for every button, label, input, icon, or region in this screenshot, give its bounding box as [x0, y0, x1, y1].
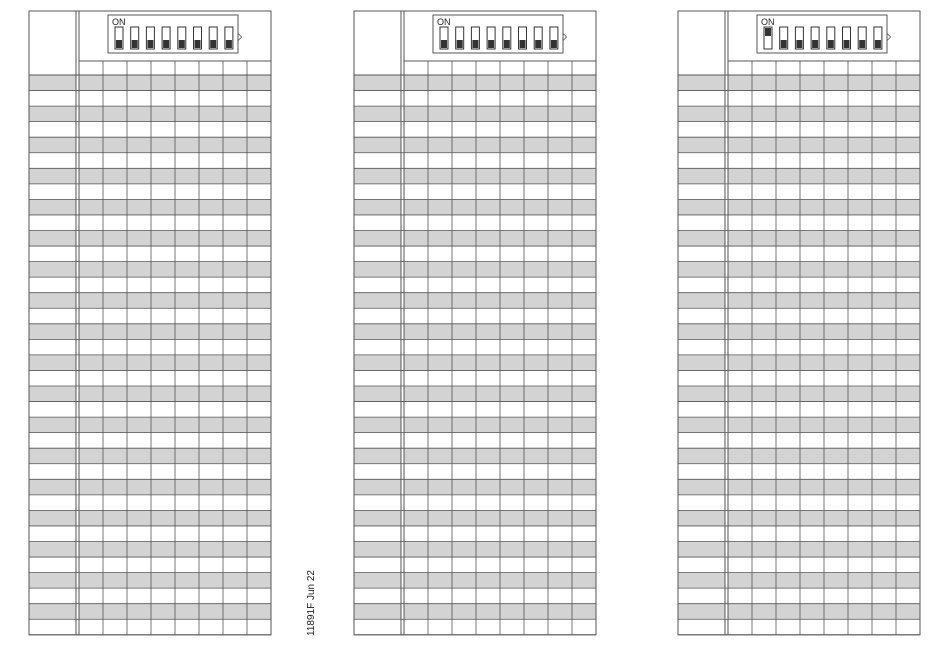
- row-label-cell: [678, 137, 725, 153]
- row-label-cell: [29, 122, 76, 138]
- row-label-cell: [29, 324, 76, 340]
- switch-toggle: [195, 40, 201, 48]
- row-label-cell: [678, 231, 725, 247]
- row-label-cell: [354, 168, 401, 184]
- row-label-cell: [354, 75, 401, 91]
- row-label-cell: [354, 619, 401, 635]
- row-label-cell: [678, 246, 725, 262]
- row-label-cell: [29, 75, 76, 91]
- row-label-cell: [678, 91, 725, 107]
- row-label-cell: [678, 542, 725, 558]
- row-label-cell: [354, 199, 401, 215]
- row-label-cell: [29, 262, 76, 278]
- switch-toggle: [179, 40, 185, 48]
- row-label-cell: [29, 604, 76, 620]
- row-label-cell: [29, 448, 76, 464]
- switch-toggle: [781, 40, 787, 48]
- row-label-cell: [354, 526, 401, 542]
- row-label-cell: [29, 293, 76, 309]
- row-label-cell: [678, 324, 725, 340]
- switch-toggle: [457, 40, 463, 48]
- row-label-cell: [678, 168, 725, 184]
- row-label-cell: [354, 246, 401, 262]
- row-label-cell: [354, 448, 401, 464]
- switch-toggle: [441, 40, 447, 48]
- row-label-cell: [354, 542, 401, 558]
- row-label-cell: [29, 308, 76, 324]
- row-label-cell: [29, 339, 76, 355]
- row-label-cell: [678, 479, 725, 495]
- row-label-cell: [354, 324, 401, 340]
- row-label-cell: [354, 433, 401, 449]
- dip-table-1: [29, 11, 271, 635]
- row-label-cell: [678, 106, 725, 122]
- row-label-cell: [29, 168, 76, 184]
- row-label-cell: [29, 184, 76, 200]
- row-label-cell: [678, 370, 725, 386]
- switch-on-label: ON: [112, 17, 126, 27]
- row-label-cell: [678, 573, 725, 589]
- row-label-cell: [354, 215, 401, 231]
- switch-toggle: [844, 40, 850, 48]
- row-label-cell: [29, 215, 76, 231]
- row-label-cell: [29, 277, 76, 293]
- row-label-cell: [678, 339, 725, 355]
- row-label-cell: [678, 199, 725, 215]
- row-label-cell: [678, 308, 725, 324]
- row-label-cell: [29, 137, 76, 153]
- row-label-cell: [29, 153, 76, 169]
- switch-toggle: [812, 40, 818, 48]
- row-label-cell: [354, 370, 401, 386]
- switch-toggle: [859, 40, 865, 48]
- row-label-cell: [678, 619, 725, 635]
- dip-switch-2: [433, 15, 567, 53]
- dip-table-2: [354, 11, 596, 635]
- switch-toggle: [226, 40, 232, 48]
- row-label-cell: [29, 199, 76, 215]
- row-label-cell: [354, 122, 401, 138]
- row-label-cell: [354, 573, 401, 589]
- switch-toggle: [504, 40, 510, 48]
- row-label-cell: [29, 495, 76, 511]
- dip-table-3: [678, 11, 920, 635]
- row-label-cell: [29, 557, 76, 573]
- row-label-cell: [29, 542, 76, 558]
- row-label-cell: [678, 495, 725, 511]
- row-label-cell: [354, 464, 401, 480]
- row-label-cell: [29, 619, 76, 635]
- row-label-cell: [354, 402, 401, 418]
- row-label-cell: [29, 573, 76, 589]
- row-label-cell: [29, 526, 76, 542]
- row-label-cell: [354, 184, 401, 200]
- row-label-cell: [354, 137, 401, 153]
- row-label-cell: [678, 293, 725, 309]
- row-label-cell: [354, 106, 401, 122]
- row-label-cell: [678, 448, 725, 464]
- row-label-cell: [354, 588, 401, 604]
- row-label-cell: [354, 604, 401, 620]
- row-label-cell: [678, 588, 725, 604]
- row-label-cell: [29, 246, 76, 262]
- row-label-cell: [678, 184, 725, 200]
- switch-body: [757, 15, 887, 53]
- row-label-cell: [678, 215, 725, 231]
- switch-toggle: [488, 40, 494, 48]
- row-label-cell: [354, 479, 401, 495]
- switch-toggle: [147, 40, 153, 48]
- switch-toggle: [472, 40, 478, 48]
- row-label-cell: [354, 417, 401, 433]
- row-label-cell: [29, 510, 76, 526]
- dip-switch-1: [108, 15, 242, 53]
- row-label-cell: [354, 557, 401, 573]
- row-label-cell: [29, 433, 76, 449]
- row-label-cell: [678, 557, 725, 573]
- row-label-cell: [354, 510, 401, 526]
- row-label-cell: [29, 402, 76, 418]
- row-label-cell: [354, 153, 401, 169]
- row-label-cell: [678, 417, 725, 433]
- row-label-cell: [354, 231, 401, 247]
- switch-toggle: [875, 40, 881, 48]
- row-label-cell: [678, 464, 725, 480]
- row-label-cell: [29, 106, 76, 122]
- row-label-cell: [29, 231, 76, 247]
- row-label-cell: [354, 495, 401, 511]
- row-label-cell: [29, 588, 76, 604]
- row-label-cell: [678, 604, 725, 620]
- row-label-cell: [354, 386, 401, 402]
- row-label-cell: [678, 386, 725, 402]
- row-label-cell: [678, 75, 725, 91]
- switch-toggle: [163, 40, 169, 48]
- dip-switch-3: [757, 15, 891, 53]
- row-label-cell: [678, 433, 725, 449]
- row-label-cell: [678, 122, 725, 138]
- row-label-cell: [29, 386, 76, 402]
- row-label-cell: [354, 308, 401, 324]
- row-label-cell: [29, 464, 76, 480]
- switch-on-label: ON: [437, 17, 451, 27]
- row-label-cell: [678, 153, 725, 169]
- row-label-cell: [678, 262, 725, 278]
- switch-toggle: [535, 40, 541, 48]
- row-label-cell: [29, 479, 76, 495]
- switch-toggle: [520, 40, 526, 48]
- row-label-cell: [354, 355, 401, 371]
- figure-code: 11891F Jun 22: [306, 570, 317, 636]
- switch-toggle: [765, 28, 771, 36]
- row-label-cell: [678, 510, 725, 526]
- switch-body: [108, 15, 238, 53]
- switch-toggle: [551, 40, 557, 48]
- switch-on-label: ON: [761, 17, 775, 27]
- switch-toggle: [828, 40, 834, 48]
- switch-toggle: [210, 40, 216, 48]
- switch-toggle: [796, 40, 802, 48]
- row-label-cell: [354, 91, 401, 107]
- row-label-cell: [678, 526, 725, 542]
- row-label-cell: [354, 293, 401, 309]
- switch-body: [433, 15, 563, 53]
- row-label-cell: [29, 91, 76, 107]
- row-label-cell: [354, 277, 401, 293]
- switch-toggle: [132, 40, 138, 48]
- switch-toggle: [116, 40, 122, 48]
- row-label-cell: [29, 417, 76, 433]
- row-label-cell: [29, 370, 76, 386]
- row-label-cell: [678, 355, 725, 371]
- row-label-cell: [29, 355, 76, 371]
- row-label-cell: [354, 339, 401, 355]
- row-label-cell: [678, 402, 725, 418]
- row-label-cell: [678, 277, 725, 293]
- row-label-cell: [354, 262, 401, 278]
